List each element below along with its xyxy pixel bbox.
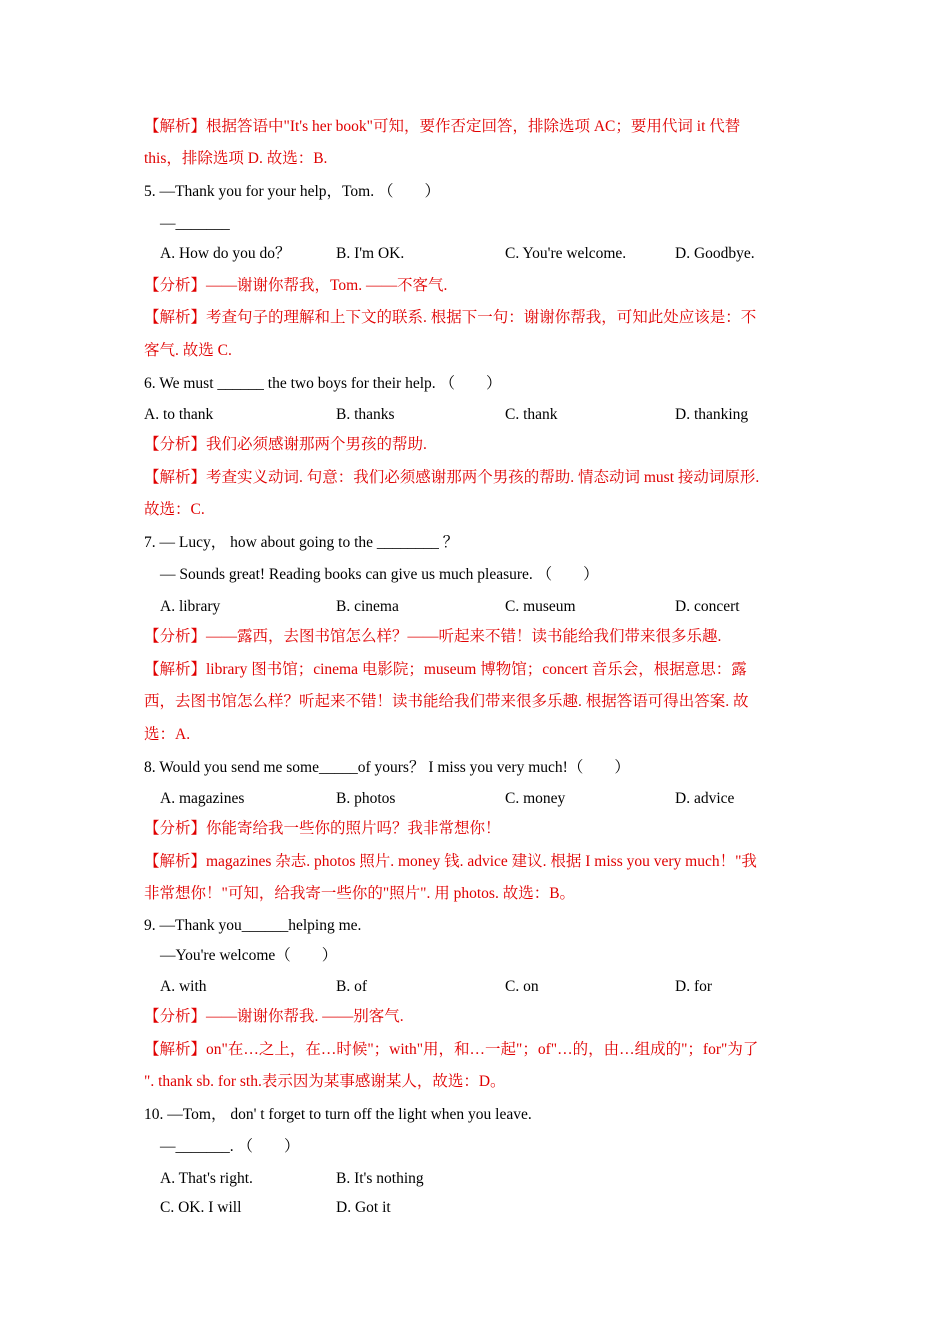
option-c: C. You're welcome. [505, 245, 627, 262]
option-a: A. magazines [160, 790, 245, 807]
analysis-jiexi: 选：A. [144, 726, 191, 743]
option-d: D. thanking [675, 406, 749, 423]
analysis-jiexi: 非常想你！"可知，给我寄一些你的"照片". 用 photos. 故选：B。 [144, 885, 576, 902]
analysis-fenxi: 【分析】我们必须感谢那两个男孩的帮助. [144, 436, 427, 453]
analysis-jiexi: 客气. 故选 C. [144, 342, 232, 359]
option-c: C. museum [505, 598, 576, 615]
option-b: B. I'm OK. [336, 245, 405, 262]
question-8: 8. Would you send me some_____of yours？ I miss you very much!（ ） [144, 759, 630, 776]
question-7: 7. — Lucy， how about going to the ________ ？ [144, 534, 459, 551]
option-a: A. How do you do？ [160, 245, 291, 262]
analysis-jiexi: 【解析】library 图书馆；cinema 电影院；museum 博物馆；concert 音乐会，根据意思：露 [144, 661, 747, 678]
question-7-reply: — Sounds great! Reading books can give us much pleasure. （ ） [160, 566, 599, 583]
question-9-reply: —You're welcome（ ） [160, 947, 338, 964]
question-6: 6. We must ______ the two boys for their help. （ ） [144, 375, 502, 392]
option-c: C. money [505, 790, 566, 807]
option-a: A. to thank [144, 406, 214, 423]
question-9: 9. —Thank you______helping me. [144, 917, 362, 934]
option-d: D. for [675, 978, 713, 995]
analysis-line: this，排除选项 D. 故选：B. [144, 150, 328, 167]
option-c: C. thank [505, 406, 558, 423]
analysis-jiexi: 西，去图书馆怎么样？听起来不错！读书能给我们带来很多乐趣. 根据答语可得出答案. 故 [144, 693, 749, 710]
option-c: C. OK. I will [160, 1199, 242, 1216]
analysis-jiexi: 故选：C. [144, 501, 205, 518]
option-d: D. concert [675, 598, 740, 615]
analysis-fenxi: 【分析】——谢谢你帮我，Tom. ——不客气. [144, 277, 448, 294]
analysis-jiexi: 【解析】magazines 杂志. photos 照片. money 钱. advice 建议. 根据 I miss you very much！"我 [144, 853, 757, 870]
question-10-reply: —_______. （ ） [160, 1138, 300, 1155]
analysis-fenxi: 【分析】——露西，去图书馆怎么样？——听起来不错！读书能给我们带来很多乐趣. [144, 628, 722, 645]
analysis-jiexi: 【解析】考查实义动词. 句意：我们必须感谢那两个男孩的帮助. 情态动词 must 接动词原形. [144, 469, 760, 486]
option-b: B. cinema [336, 598, 399, 615]
option-b: B. photos [336, 790, 396, 807]
option-a: A. with [160, 978, 207, 995]
option-b: B. It's nothing [336, 1170, 424, 1187]
option-c: C. on [505, 978, 539, 995]
analysis-fenxi: 【分析】——谢谢你帮我. ——别客气. [144, 1008, 404, 1025]
option-a: A. library [160, 598, 221, 615]
analysis-jiexi: ". thank sb. for sth.表示因为某事感谢某人，故选：D。 [144, 1073, 506, 1090]
option-d: D. Goodbye. [675, 245, 755, 262]
question-5-reply: —_______ [160, 215, 230, 232]
option-a: A. That's right. [160, 1170, 253, 1187]
question-10: 10. —Tom， don' t forget to turn off the light when you leave. [144, 1106, 532, 1123]
analysis-jiexi: 【解析】on"在…之上，在…时候"；with"用，和…一起"；of"…的，由…组成的"；for"为了 [144, 1041, 759, 1058]
option-d: D. Got it [336, 1199, 391, 1216]
option-b: B. of [336, 978, 367, 995]
option-d: D. advice [675, 790, 735, 807]
analysis-line: 【解析】根据答语中"It's her book"可知，要作否定回答，排除选项 AC；要用代词 it 代替 [144, 118, 741, 135]
option-b: B. thanks [336, 406, 395, 423]
analysis-fenxi: 【分析】你能寄给我一些你的照片吗？我非常想你！ [144, 820, 501, 837]
question-5: 5. —Thank you for your help，Tom. （ ） [144, 183, 440, 200]
analysis-jiexi: 【解析】考查句子的理解和上下文的联系. 根据下一句：谢谢你帮我，可知此处应该是：不 [144, 309, 757, 326]
